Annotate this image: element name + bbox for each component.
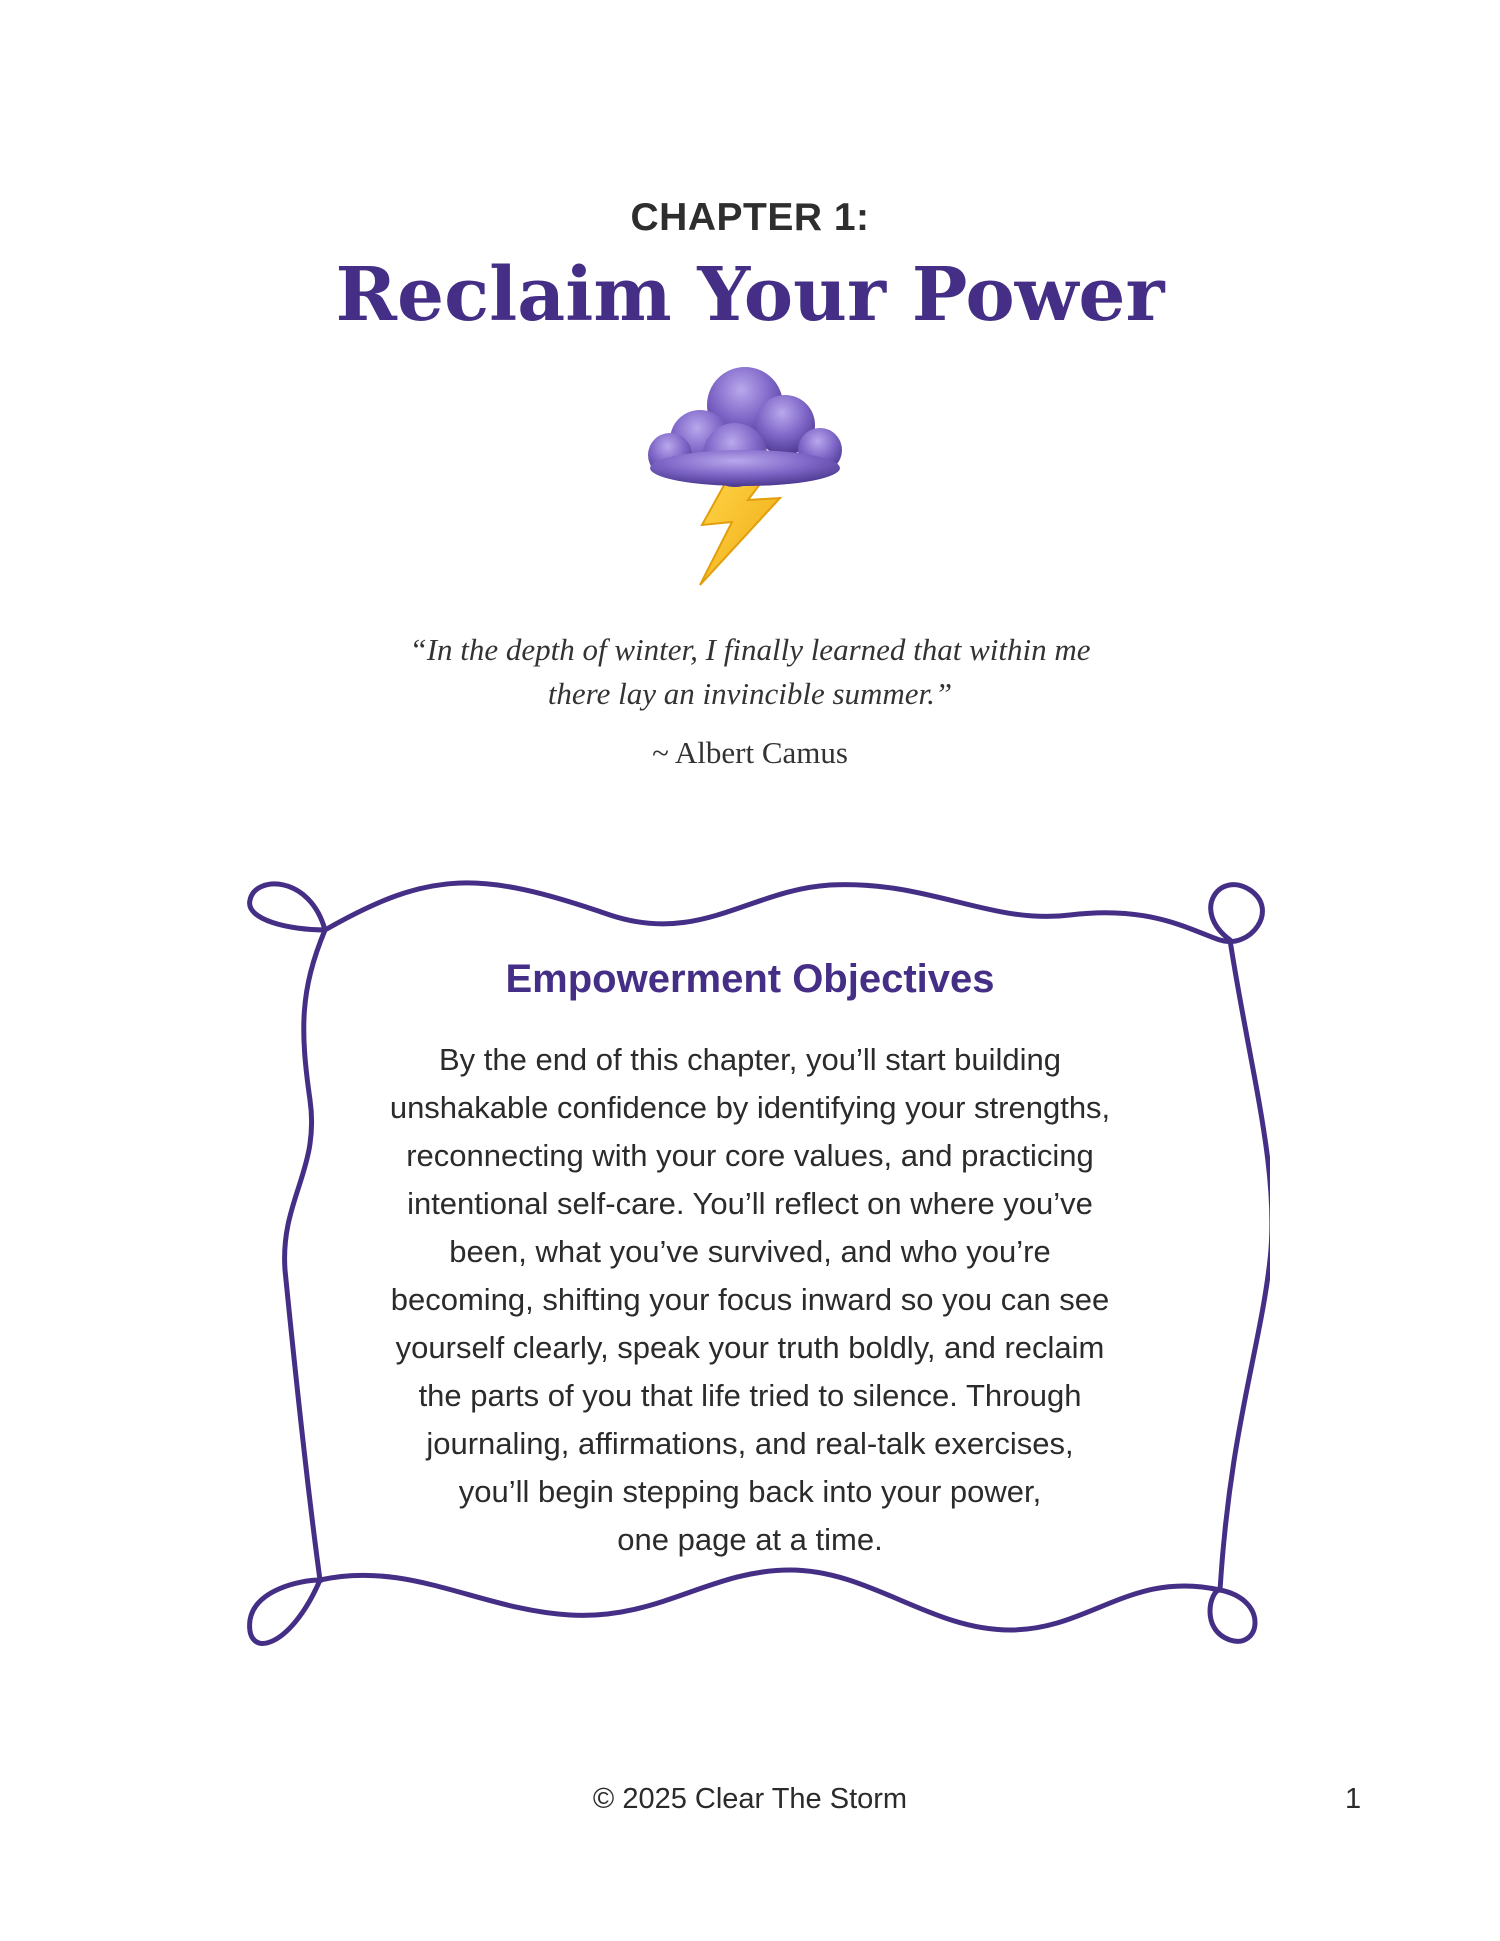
footer-copyright: © 2025 Clear The Storm <box>592 1783 908 1815</box>
objectives-title: Empowerment Objectives <box>505 957 995 1001</box>
objectives-line: you’ll begin stepping back into your power, <box>458 1474 1042 1509</box>
storm-cloud-lightning-icon <box>640 360 855 590</box>
objectives-body <box>330 1036 1170 1564</box>
objectives-line: yourself clearly, speak your truth boldly, and reclaim <box>395 1330 1105 1365</box>
objectives-line: reconnecting with your core values, and practicing <box>406 1138 1094 1173</box>
chapter-label: CHAPTER 1: <box>630 196 870 239</box>
objectives-line: unshakable confidence by identifying your strengths, <box>389 1090 1111 1125</box>
quote <box>0 628 1500 716</box>
chapter-title: Reclaim Your Power <box>335 252 1165 338</box>
objectives-line: becoming, shifting your focus inward so you can see <box>390 1282 1110 1317</box>
quote-author: ~ Albert Camus <box>652 735 848 770</box>
objectives-line: journaling, affirmations, and real-talk exercises, <box>426 1426 1074 1461</box>
objectives-line: the parts of you that life tried to silence. Through <box>418 1378 1082 1413</box>
quote-line: “In the depth of winter, I finally learned that within me <box>409 632 1091 667</box>
objectives-line: one page at a time. <box>617 1522 883 1557</box>
page-number: 1 <box>1345 1783 1362 1815</box>
objectives-line: intentional self-care. You’ll reflect on where you’ve <box>407 1186 1093 1221</box>
objectives-line: By the end of this chapter, you’ll start building <box>438 1042 1062 1077</box>
objectives-line: been, what you’ve survived, and who you’re <box>449 1234 1051 1269</box>
quote-line: there lay an invincible summer.” <box>547 676 953 711</box>
